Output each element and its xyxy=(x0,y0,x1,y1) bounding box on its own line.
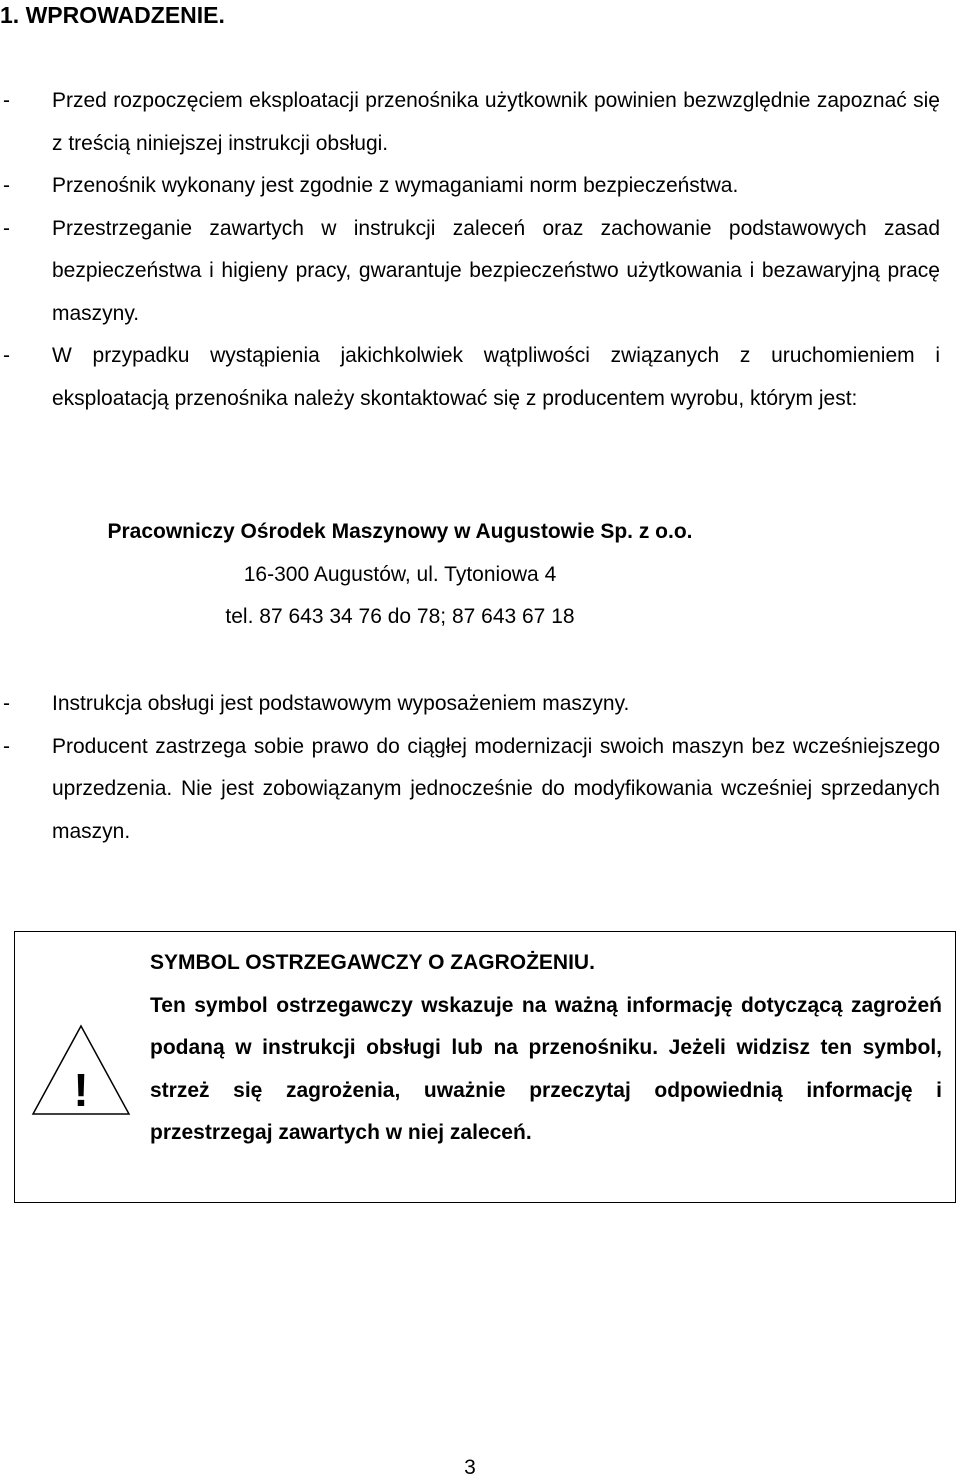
section-heading: 1. WPROWADZENIE. xyxy=(0,2,225,28)
warning-description: Ten symbol ostrzegawczy wskazuje na ważną informację dotyczącą zagrożeń podaną w instrukcji obsługi lub na przenośniku. Jeżeli widzisz ten symbol, strzeż się zagrożenia, uważnie przeczytaj odpowiednią informację i przestrzegaj zawartych w niej zaleceń. xyxy=(150,993,942,1144)
notes-bullet-list xyxy=(0,683,940,853)
warning-exclamation: ! xyxy=(73,1064,89,1116)
page-number: 3 xyxy=(464,1456,476,1479)
manufacturer-address: 16-300 Augustów, ul. Tytoniowa 4 xyxy=(243,562,557,586)
bullet-dash: - xyxy=(3,344,10,367)
bullet-dash: - xyxy=(3,692,10,715)
bullet-text: Przed rozpoczęciem eksploatacji przenośnika użytkownik powinien bezwzględnie zapoznać się z treścią niniejszej instrukcji obsługi. xyxy=(52,89,940,155)
manufacturer-block xyxy=(0,511,800,639)
manufacturer-phone: tel. 87 643 34 76 do 78; 87 643 67 18 xyxy=(225,605,575,628)
bullet-item xyxy=(0,208,940,336)
bullet-text: Przenośnik wykonany jest zgodnie z wymaganiami norm bezpieczeństwa. xyxy=(52,174,739,197)
bullet-dash: - xyxy=(3,89,10,112)
bullet-text: Producent zastrzega sobie prawo do ciągłej modernizacji swoich maszyn bez wcześniejszego uprzedzenia. Nie jest zobowiązanym jednocześnie do modyfikowania wcześniej sprzedanych maszyn. xyxy=(52,734,940,843)
warning-text-block xyxy=(150,942,942,1155)
intro-bullet-list xyxy=(0,80,940,420)
bullet-item xyxy=(0,165,940,208)
bullet-text: Przestrzeganie zawartych w instrukcji zaleceń oraz zachowanie podstawowych zasad bezpieczeństwa i higieny pracy, gwarantuje bezpieczeństwo użytkowania i bezawaryjną pracę maszyny. xyxy=(52,216,940,325)
bullet-item xyxy=(0,683,940,726)
bullet-dash: - xyxy=(3,734,10,758)
warning-box xyxy=(14,931,956,1203)
manufacturer-name: Pracowniczy Ośrodek Maszynowy w Augustowie Sp. z o.o. xyxy=(107,520,693,543)
bullet-dash: - xyxy=(3,216,10,240)
warning-title: SYMBOL OSTRZEGAWCZY O ZAGROŻENIU. xyxy=(150,951,595,974)
bullet-text: W przypadku wystąpienia jakichkolwiek wątpliwości związanych z uruchomieniem i eksploatacją przenośnika należy skontaktować się z producentem wyrobu, którym jest: xyxy=(52,344,940,410)
warning-triangle-icon xyxy=(29,1022,133,1118)
bullet-item xyxy=(0,80,940,165)
bullet-text: Instrukcja obsługi jest podstawowym wyposażeniem maszyny. xyxy=(52,692,630,715)
bullet-item xyxy=(0,726,940,854)
bullet-item xyxy=(0,335,940,420)
bullet-dash: - xyxy=(3,174,10,197)
